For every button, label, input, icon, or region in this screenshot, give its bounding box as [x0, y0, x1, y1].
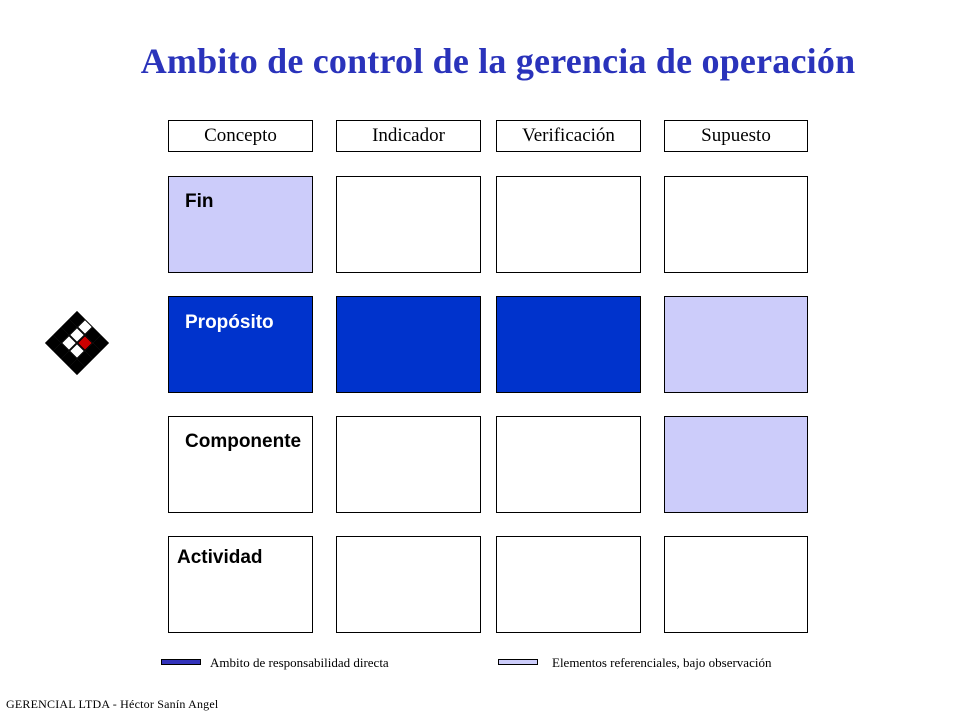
legend-reference-label: Elementos referenciales, bajo observación	[552, 655, 772, 670]
row-label-fin: Fin	[185, 191, 214, 212]
cell-componente-concepto	[168, 416, 313, 513]
cell-proposito-supuesto	[664, 296, 808, 393]
cell-componente-supuesto	[664, 416, 808, 513]
cell-componente-indicador	[336, 416, 481, 513]
cell-componente-verificacion	[496, 416, 641, 513]
row-label-proposito: Propósito	[185, 312, 274, 333]
header-supuesto: Supuesto	[664, 120, 808, 152]
legend-reference-swatch	[498, 659, 538, 665]
cell-fin-verificacion	[496, 176, 641, 273]
cell-proposito-indicador	[336, 296, 481, 393]
header-verificacion: Verificación	[496, 120, 641, 152]
footer-credit: GERENCIAL LTDA - Héctor Sanín Angel	[6, 697, 219, 711]
cell-proposito-concepto	[168, 296, 313, 393]
cell-actividad-indicador	[336, 536, 481, 633]
cell-fin-supuesto	[664, 176, 808, 273]
legend-direct-swatch	[161, 659, 201, 665]
cell-actividad-concepto	[168, 536, 313, 633]
cell-actividad-supuesto	[664, 536, 808, 633]
row-label-componente: Componente	[185, 431, 302, 452]
cell-proposito-verificacion	[496, 296, 641, 393]
diamond-logo-icon	[41, 308, 113, 378]
legend-direct-label: Ambito de responsabilidad directa	[210, 655, 389, 670]
header-concepto: Concepto	[168, 120, 313, 152]
row-label-actividad: Actividad	[177, 547, 263, 568]
cell-actividad-verificacion	[496, 536, 641, 633]
page-title: Ambito de control de la gerencia de operación	[140, 41, 856, 81]
header-indicador: Indicador	[336, 120, 481, 152]
cell-fin-indicador	[336, 176, 481, 273]
cell-fin-concepto	[168, 176, 313, 273]
